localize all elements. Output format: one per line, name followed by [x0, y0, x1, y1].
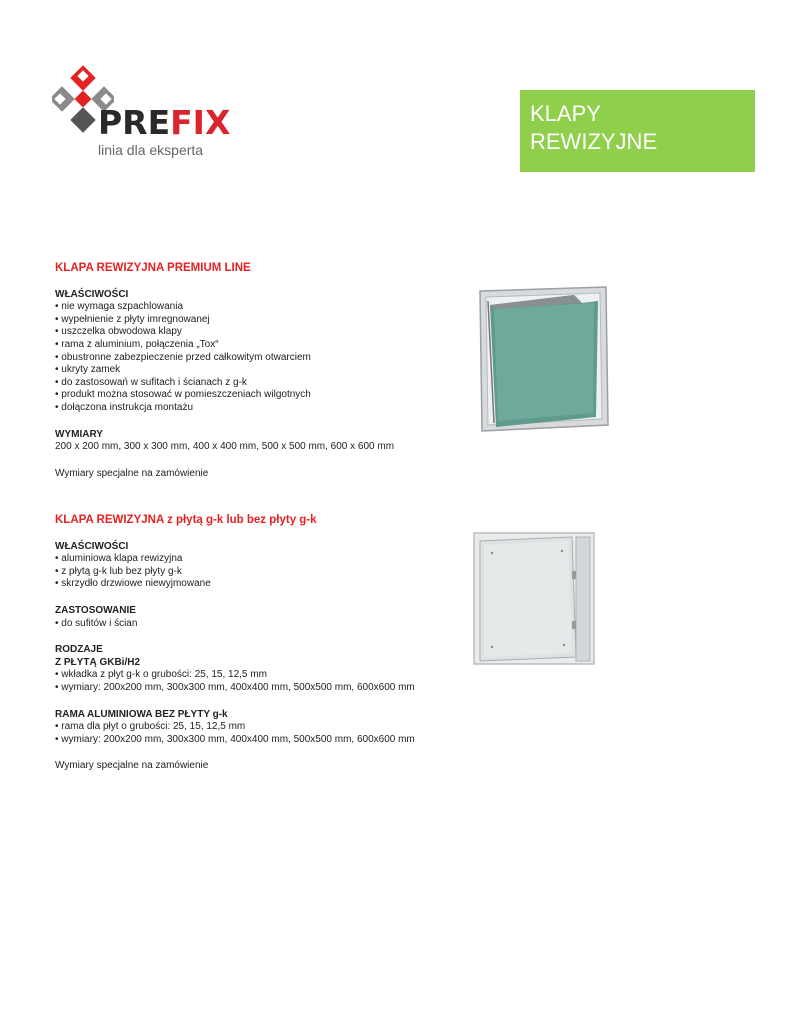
- prop-item: • dołączona instrukcja montażu: [55, 401, 194, 413]
- prop-item: • z płytą g-k lub bez płyty g-k: [55, 565, 182, 577]
- use-item: • do sufitów i ścian: [55, 617, 138, 629]
- use-heading: ZASTOSOWANIE: [55, 604, 136, 616]
- prop-item: • ukryty zamek: [55, 364, 121, 376]
- prop-item: • aluminiowa klapa rewizyjna: [55, 553, 183, 565]
- category-banner: [520, 90, 755, 172]
- access-panel-aluminium-image: [472, 531, 596, 666]
- section-title: KLAPA REWIZYJNA PREMIUM LINE: [55, 262, 251, 274]
- prop-item: • rama z aluminium, połączenia „Tox“: [55, 338, 219, 350]
- brand-tagline: linia dla eksperta: [98, 142, 204, 158]
- props-heading: WŁAŚCIWOŚCI: [55, 540, 129, 552]
- prop-item: • nie wymaga szpachlowania: [55, 301, 184, 313]
- prop-item: • do zastosowań w sufitach i ścianach z g-k: [55, 376, 247, 388]
- special-note: Wymiary specjalne na zamówienie: [55, 760, 209, 772]
- access-panel-premium-image: [478, 283, 610, 433]
- prefix-wordmark: [98, 105, 230, 141]
- type2-item: • wymiary: 200x200 mm, 300x300 mm, 400x400 mm, 500x500 mm, 600x600 mm: [55, 733, 415, 745]
- type1-heading: Z PŁYTĄ GKBi/H2: [55, 656, 141, 668]
- type1-item: • wymiary: 200x200 mm, 300x300 mm, 400x400 mm, 500x500 mm, 600x600 mm: [55, 681, 415, 693]
- prop-item: • obustronne zabezpieczenie przed całkowitym otwarciem: [55, 351, 311, 363]
- brand-pre: PRE: [98, 103, 171, 142]
- prefix-logo: [52, 65, 272, 165]
- prop-item: • skrzydło drzwiowe niewyjmowane: [55, 578, 211, 590]
- section-premium-line: [55, 262, 394, 480]
- dims-heading: WYMIARY: [55, 428, 103, 440]
- brand-fix: FIX: [170, 103, 231, 142]
- prop-item: • uszczelka obwodowa klapy: [55, 326, 182, 338]
- prop-item: • wypełnienie z płyty imregnowanej: [55, 313, 210, 325]
- section-gk-panel: [55, 514, 415, 773]
- type2-item: • rama dla płyt o grubości: 25, 15, 12,5 mm: [55, 721, 246, 733]
- dims-text: 200 x 200 mm, 300 x 300 mm, 400 x 400 mm, 500 x 500 mm, 600 x 600 mm: [55, 441, 395, 453]
- special-note: Wymiary specjalne na zamówienie: [55, 467, 209, 479]
- types-heading: RODZAJE: [55, 644, 103, 656]
- type2-heading: RAMA ALUMINIOWA BEZ PŁYTY g-k: [55, 708, 228, 720]
- prop-item: • produkt można stosować w pomieszczeniach wilgotnych: [55, 389, 311, 401]
- banner-line-2: REWIZYJNE: [530, 129, 658, 154]
- type1-item: • wkładka z płyt g-k o grubości: 25, 15, 12,5 mm: [55, 669, 267, 681]
- banner-line-1: KLAPY: [530, 101, 601, 126]
- section-title: KLAPA REWIZYJNA z płytą g-k lub bez płyty g-k: [55, 514, 317, 526]
- props-heading: WŁAŚCIWOŚCI: [55, 288, 129, 300]
